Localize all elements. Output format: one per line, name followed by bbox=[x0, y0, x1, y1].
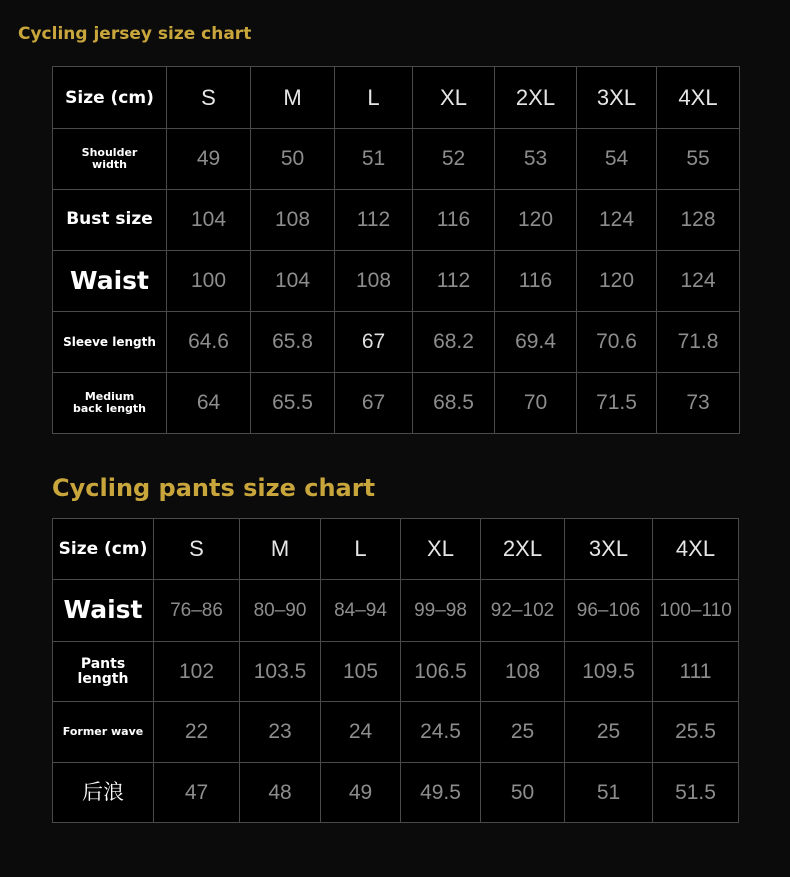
table-cell: 25 bbox=[481, 702, 565, 763]
table-cell: 124 bbox=[657, 251, 740, 312]
table-cell: 47 bbox=[154, 763, 240, 823]
table-cell: 24 bbox=[321, 702, 401, 763]
table-cell: 53 bbox=[495, 129, 577, 190]
row-label-text: Shoulder width bbox=[81, 146, 138, 171]
table-cell: 108 bbox=[335, 251, 413, 312]
table-cell: 116 bbox=[413, 190, 495, 251]
table-cell: 50 bbox=[481, 763, 565, 823]
table-cell: 25 bbox=[565, 702, 653, 763]
table-cell: 51.5 bbox=[653, 763, 739, 823]
table-cell: 73 bbox=[657, 373, 740, 434]
table-cell: 102 bbox=[154, 642, 240, 702]
table-cell: 48 bbox=[240, 763, 321, 823]
table-cell: 24.5 bbox=[401, 702, 481, 763]
jersey-row-bust-size bbox=[53, 190, 740, 251]
pants-row-pants-length bbox=[53, 642, 739, 702]
table-cell: 55 bbox=[657, 129, 740, 190]
table-cell: 128 bbox=[657, 190, 740, 251]
table-cell: 105 bbox=[321, 642, 401, 702]
table-cell: 120 bbox=[577, 251, 657, 312]
table-cell: 80–90 bbox=[240, 580, 321, 642]
table-cell: 84–94 bbox=[321, 580, 401, 642]
row-label bbox=[53, 580, 154, 642]
table-cell: 104 bbox=[167, 190, 251, 251]
table-cell: 120 bbox=[495, 190, 577, 251]
table-cell: 25.5 bbox=[653, 702, 739, 763]
jersey-size-chart-title: Cycling jersey size chart bbox=[18, 24, 252, 44]
pants-size-m: M bbox=[240, 519, 321, 580]
pants-size-2xl: 2XL bbox=[481, 519, 565, 580]
row-label bbox=[53, 373, 167, 434]
jersey-size-3xl: 3XL bbox=[577, 67, 657, 129]
pants-size-table bbox=[52, 518, 739, 823]
row-label bbox=[53, 312, 167, 373]
table-cell: 69.4 bbox=[495, 312, 577, 373]
jersey-size-l: L bbox=[335, 67, 413, 129]
pants-header-row bbox=[53, 519, 739, 580]
table-cell: 104 bbox=[251, 251, 335, 312]
jersey-size-2xl: 2XL bbox=[495, 67, 577, 129]
table-cell: 109.5 bbox=[565, 642, 653, 702]
row-label-text: Pants length bbox=[77, 655, 129, 687]
jersey-row-sleeve-length bbox=[53, 312, 740, 373]
pants-size-l: L bbox=[321, 519, 401, 580]
table-cell: 68.5 bbox=[413, 373, 495, 434]
row-label-text: Waist bbox=[70, 265, 149, 295]
row-label-text: Former wave bbox=[62, 725, 144, 739]
table-cell: 106.5 bbox=[401, 642, 481, 702]
pants-size-xl: XL bbox=[401, 519, 481, 580]
jersey-row-shoulder-width bbox=[53, 129, 740, 190]
table-cell: 68.2 bbox=[413, 312, 495, 373]
table-cell: 70.6 bbox=[577, 312, 657, 373]
row-label bbox=[53, 763, 154, 823]
table-cell: 70 bbox=[495, 373, 577, 434]
row-label-text: Medium back length bbox=[73, 390, 146, 415]
row-label bbox=[53, 251, 167, 312]
pants-size-chart-title: Cycling pants size chart bbox=[52, 474, 376, 502]
table-cell: 67 bbox=[335, 312, 413, 373]
row-label-text: 后浪 bbox=[82, 780, 124, 805]
table-cell: 111 bbox=[653, 642, 739, 702]
pants-header-label: Size (cm) bbox=[53, 519, 154, 580]
table-cell: 64 bbox=[167, 373, 251, 434]
row-label-text: Sleeve length bbox=[63, 334, 156, 349]
pants-size-4xl: 4XL bbox=[653, 519, 739, 580]
table-cell: 67 bbox=[335, 373, 413, 434]
table-cell: 49.5 bbox=[401, 763, 481, 823]
jersey-row-medium-back-length bbox=[53, 373, 740, 434]
jersey-size-xl: XL bbox=[413, 67, 495, 129]
table-cell: 71.5 bbox=[577, 373, 657, 434]
table-cell: 92–102 bbox=[481, 580, 565, 642]
table-cell: 49 bbox=[167, 129, 251, 190]
table-cell: 22 bbox=[154, 702, 240, 763]
jersey-header-row bbox=[53, 67, 740, 129]
pants-size-s: S bbox=[154, 519, 240, 580]
row-label bbox=[53, 129, 167, 190]
jersey-size-m: M bbox=[251, 67, 335, 129]
table-cell: 99–98 bbox=[401, 580, 481, 642]
table-cell: 76–86 bbox=[154, 580, 240, 642]
pants-size-3xl: 3XL bbox=[565, 519, 653, 580]
table-cell: 96–106 bbox=[565, 580, 653, 642]
jersey-size-4xl: 4XL bbox=[657, 67, 740, 129]
jersey-size-table bbox=[52, 66, 740, 434]
row-label bbox=[53, 190, 167, 251]
jersey-size-s: S bbox=[167, 67, 251, 129]
table-cell: 103.5 bbox=[240, 642, 321, 702]
table-cell: 116 bbox=[495, 251, 577, 312]
table-cell: 100–110 bbox=[653, 580, 739, 642]
table-cell: 108 bbox=[251, 190, 335, 251]
row-label bbox=[53, 702, 154, 763]
table-cell: 51 bbox=[335, 129, 413, 190]
table-cell: 49 bbox=[321, 763, 401, 823]
table-cell: 23 bbox=[240, 702, 321, 763]
table-cell: 64.6 bbox=[167, 312, 251, 373]
table-cell: 112 bbox=[335, 190, 413, 251]
table-cell: 65.8 bbox=[251, 312, 335, 373]
pants-row-former-wave bbox=[53, 702, 739, 763]
table-cell: 71.8 bbox=[657, 312, 740, 373]
table-cell: 54 bbox=[577, 129, 657, 190]
pants-row-back-rise bbox=[53, 763, 739, 823]
table-cell: 108 bbox=[481, 642, 565, 702]
table-cell: 50 bbox=[251, 129, 335, 190]
table-cell: 52 bbox=[413, 129, 495, 190]
jersey-header-label: Size (cm) bbox=[53, 67, 167, 129]
table-cell: 65.5 bbox=[251, 373, 335, 434]
table-cell: 124 bbox=[577, 190, 657, 251]
row-label bbox=[53, 642, 154, 702]
row-label-text: Waist bbox=[63, 595, 143, 625]
table-cell: 100 bbox=[167, 251, 251, 312]
table-cell: 51 bbox=[565, 763, 653, 823]
row-label-text: Bust size bbox=[66, 209, 153, 230]
pants-row-waist bbox=[53, 580, 739, 642]
jersey-row-waist bbox=[53, 251, 740, 312]
table-cell: 112 bbox=[413, 251, 495, 312]
